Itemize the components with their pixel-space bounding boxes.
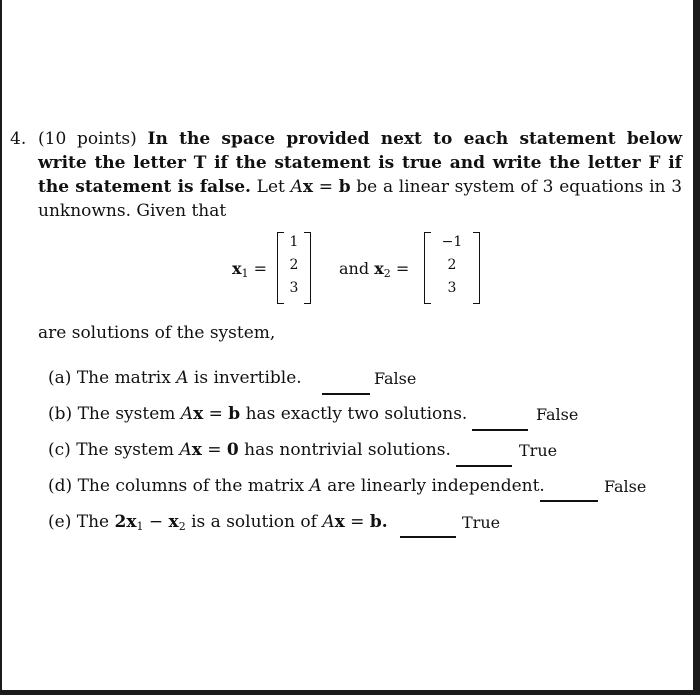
statement-d: (d) The columns of the matrix A are linearly independent. [48,476,545,496]
answer-a: False [374,369,417,388]
x2-vector [424,232,480,304]
question-prompt: (10 points) In the space provided next to each statement below write the letter T if the statement is true and write the letter F if the statement is false. Let Ax = b be a linear system of 3 equations in 3 unknowns. Given that [38,129,683,221]
x1-vector [277,232,311,304]
x1-entry: 2 [289,257,299,273]
answer-c: True [519,441,558,460]
x2-entry: 3 [447,280,457,296]
bottom-border [0,690,700,695]
answer-e: True [462,513,501,532]
x1-entry: 3 [289,280,299,296]
solutions-text: are solutions of the system, [38,323,276,343]
statement-a: (a) The matrix A is invertible. [48,368,302,388]
answer-blank-b[interactable] [472,429,528,431]
answer-blank-a[interactable] [322,393,370,395]
question-number: 4. [10,129,27,149]
x1-entry: 1 [289,234,299,250]
answer-blank-c[interactable] [456,465,512,467]
answer-blank-d[interactable] [540,500,598,502]
statement-e: (e) The $2x_1 - x_2$ is a solution of Ax = b. [48,512,388,533]
statement-b: (b) The system Ax = b has exactly two solutions. [48,404,468,424]
right-border [693,0,700,695]
left-border [0,0,2,695]
statement-c: (c) The system Ax = 0 has nontrivial solutions. [48,440,451,460]
x1-label: $x_1$ = [232,259,268,280]
system-lhs: A [290,177,303,197]
answer-d: False [604,477,647,496]
answer-blank-e[interactable] [400,536,456,538]
instructions: In the space provided next to each statement below write the letter T if the statement is true and write the letter F if the statement is false. [38,129,683,197]
x2-label: and $x_2$ = [339,259,410,280]
points: (10 points) [38,129,137,149]
x2-entry: −1 [441,234,463,250]
answer-b: False [536,405,579,424]
system-description: be a linear system of 3 equations in 3 unknowns. Given that [38,177,683,221]
x2-entry: 2 [447,257,457,273]
